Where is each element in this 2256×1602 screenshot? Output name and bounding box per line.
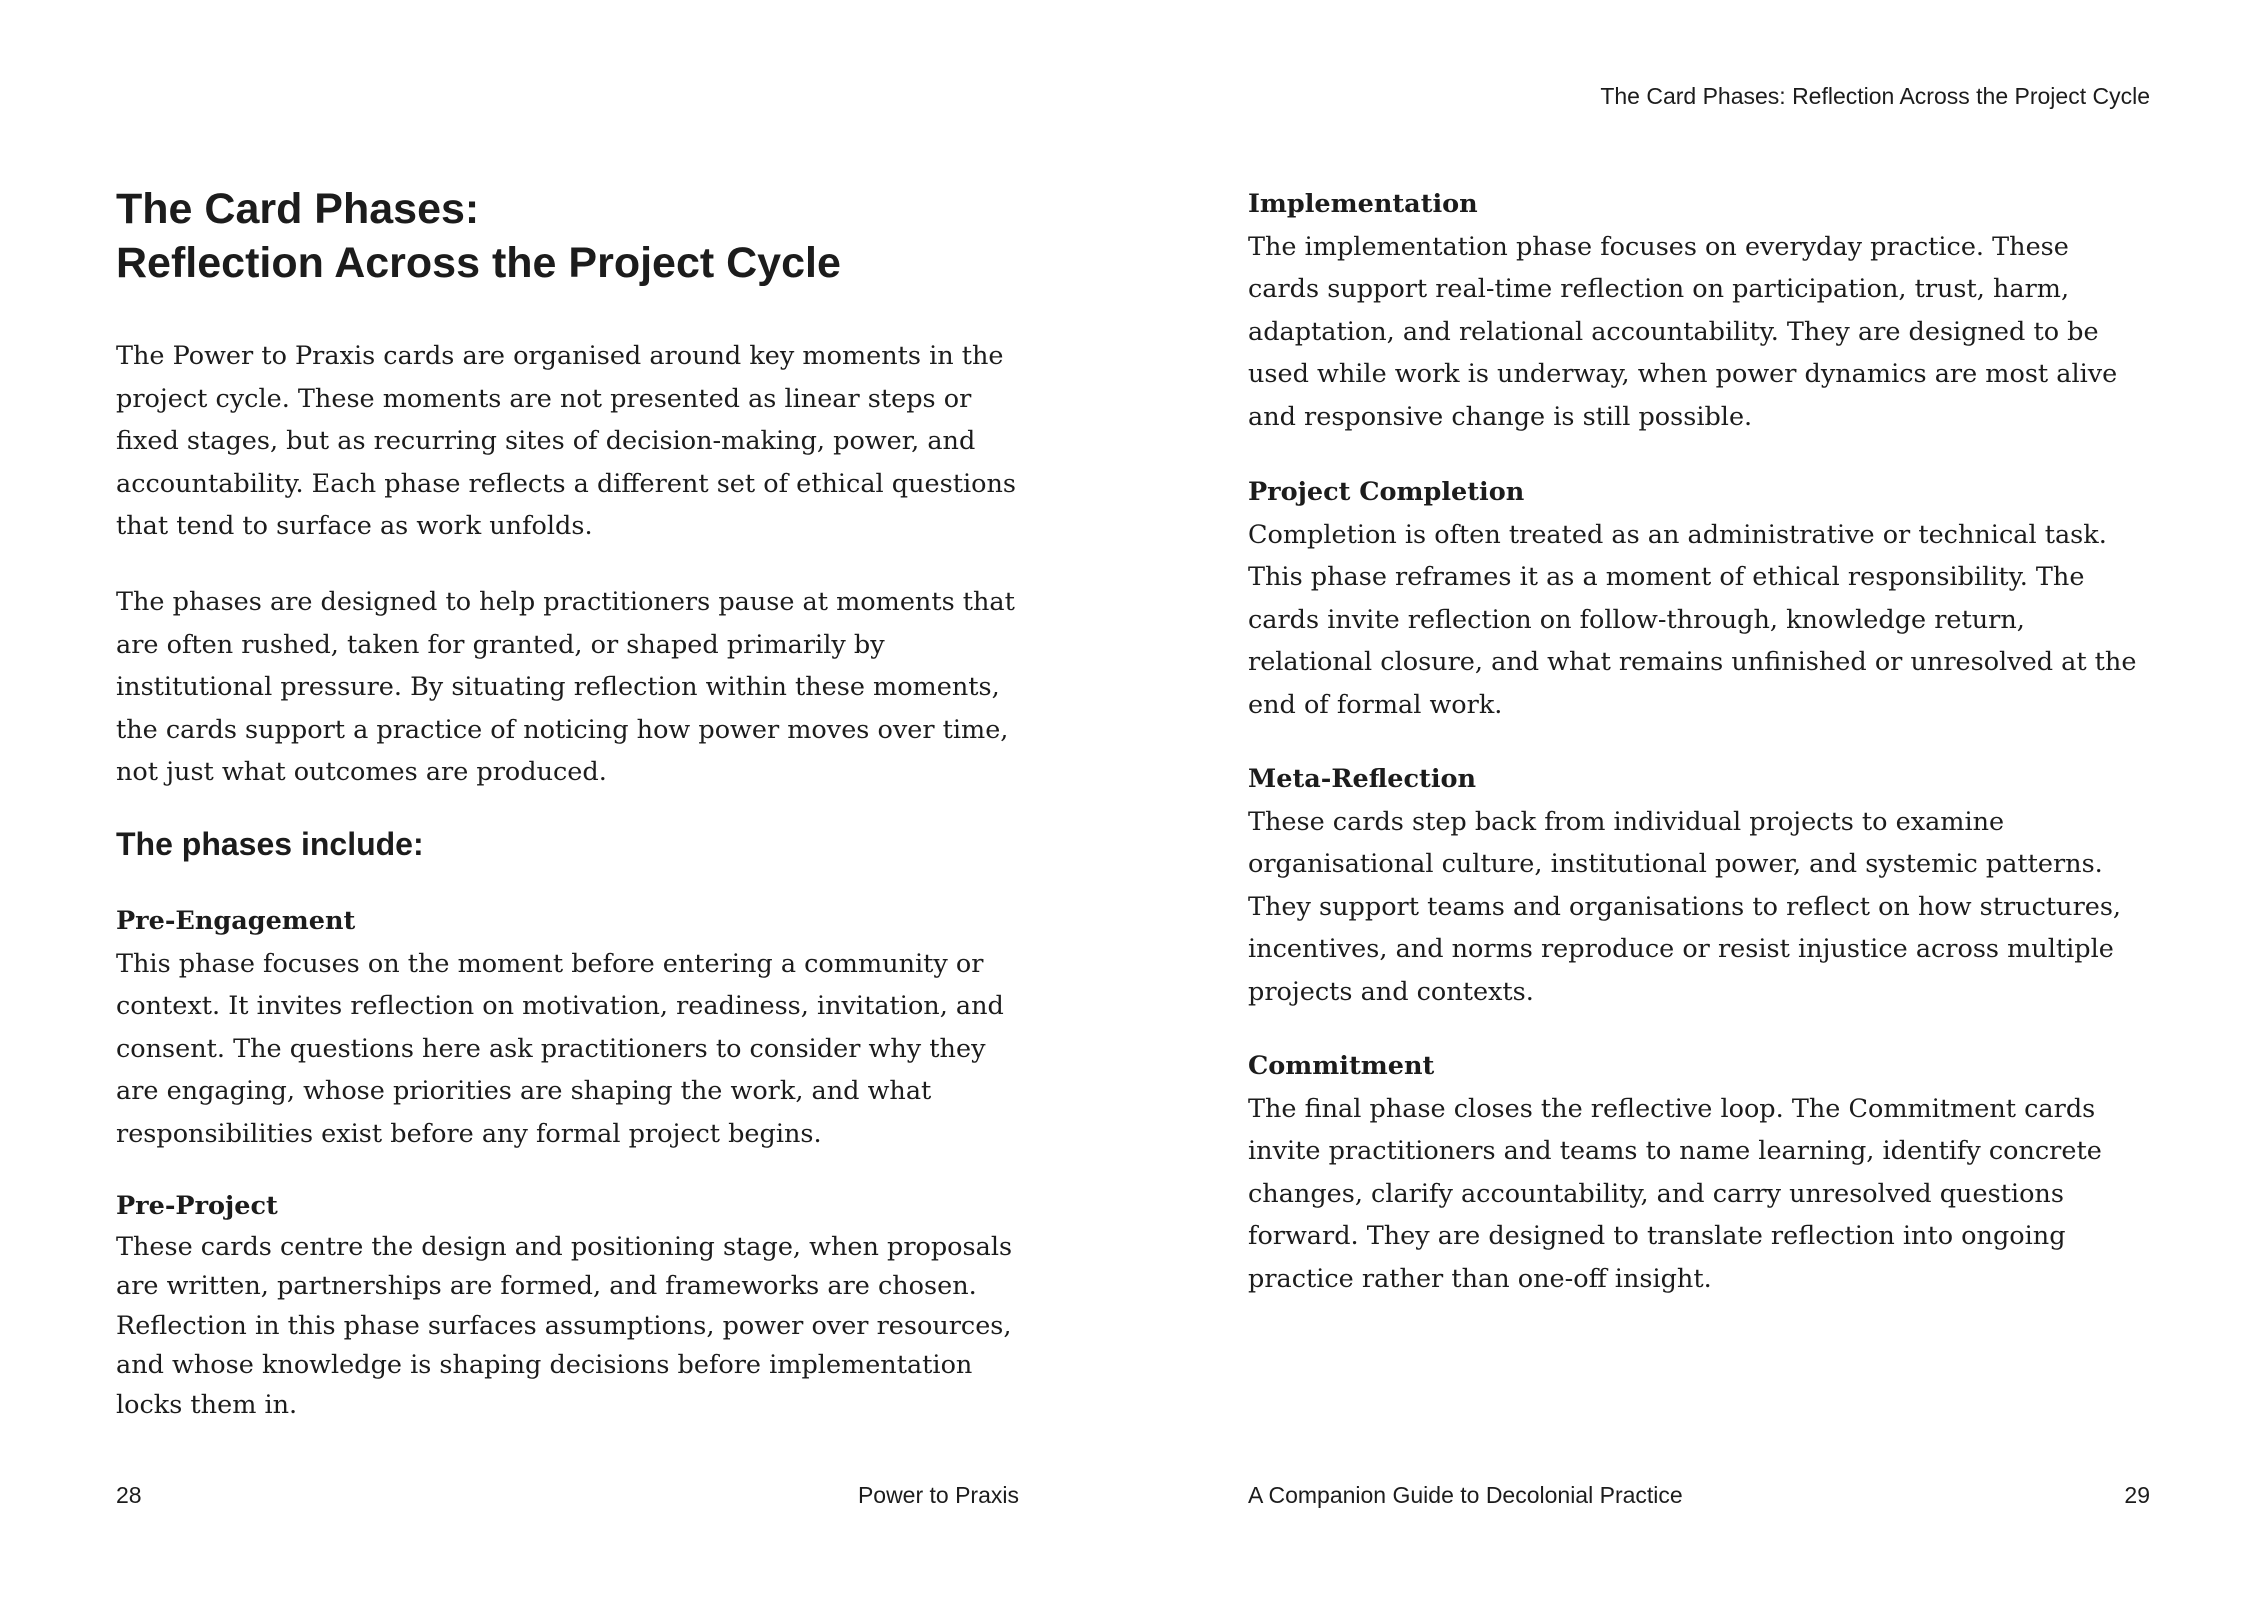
text-line: are often rushed, taken for granted, or shaped primarily by — [116, 629, 885, 660]
text-line: incentives, and norms reproduce or resist injustice across multiple — [1248, 934, 2114, 965]
text-line: They support teams and organisations to reflect on how structures, — [1248, 891, 2122, 922]
text-line: locks them in. — [116, 1389, 298, 1420]
text-line: relational closure, and what remains unfinished or unresolved at the — [1248, 647, 2137, 678]
phase-section — [116, 900, 1004, 1156]
text-line: consent. The questions here ask practitioners to consider why they — [116, 1033, 986, 1064]
title-line: The Card Phases: — [116, 185, 480, 233]
phase-section — [1248, 1045, 2102, 1301]
text-line: projects and contexts. — [1248, 976, 1534, 1007]
phase-section — [1248, 758, 2121, 1014]
text-line: adaptation, and relational accountability. They are designed to be — [1248, 316, 2099, 347]
text-line: This phase reframes it as a moment of ethical responsibility. The — [1248, 562, 2085, 593]
phase-heading: Commitment — [1248, 1051, 1435, 1081]
phase-heading: Pre-Project — [116, 1191, 278, 1221]
text-line: project cycle. These moments are not presented as linear steps or — [116, 383, 972, 414]
text-line: The final phase closes the reflective loop. The Commitment cards — [1248, 1093, 2096, 1124]
text-line: not just what outcomes are produced. — [116, 757, 607, 788]
text-line: fixed stages, but as recurring sites of decision-making, power, and — [116, 426, 976, 457]
text-line: are engaging, whose priorities are shaping the work, and what — [116, 1076, 932, 1107]
text-line: These cards step back from individual projects to examine — [1248, 806, 2005, 837]
text-line: and responsive change is still possible. — [1248, 401, 1753, 432]
text-line: Completion is often treated as an administrative or technical task. — [1248, 519, 2107, 550]
right-footer-title: A Companion Guide to Decolonial Practice — [1248, 1482, 1683, 1508]
text-line: context. It invites reflection on motivation, readiness, invitation, and — [116, 991, 1004, 1022]
text-line: invite practitioners and teams to name learning, identify concrete — [1248, 1136, 2102, 1167]
text-line: forward. They are designed to translate reflection into ongoing — [1248, 1221, 2066, 1252]
text-line: changes, clarify accountability, and carry unresolved questions — [1248, 1178, 2064, 1209]
text-line: that tend to surface as work unfolds. — [116, 511, 593, 542]
text-line: cards invite reflection on follow-through, knowledge return, — [1248, 604, 2025, 635]
phase-heading: Project Completion — [1248, 477, 1525, 507]
left-page-number: 28 — [116, 1482, 142, 1508]
phase-heading: Meta-Reflection — [1248, 764, 1477, 794]
running-header: The Card Phases: Reflection Across the Project Cycle — [1600, 83, 2150, 109]
text-line: practice rather than one-off insight. — [1248, 1263, 1712, 1294]
text-line: are written, partnerships are formed, and frameworks are chosen. — [116, 1271, 977, 1302]
text-line: responsibilities exist before any formal project begins. — [116, 1118, 822, 1149]
phase-heading: Pre-Engagement — [116, 906, 356, 936]
text-line: used while work is underway, when power dynamics are most alive — [1248, 359, 2118, 390]
text-line: The phases are designed to help practitioners pause at moments that — [116, 587, 1015, 617]
text-line: organisational culture, institutional power, and systemic patterns. — [1248, 849, 2103, 880]
intro-paragraph — [116, 335, 1016, 548]
title-line: Reflection Across the Project Cycle — [116, 238, 841, 287]
text-line: end of formal work. — [1248, 689, 1503, 720]
phases-heading: The phases include: — [116, 826, 424, 862]
text-line: The implementation phase focuses on everyday practice. These — [1248, 231, 2069, 262]
phase-section — [116, 1185, 1012, 1425]
right-page-number: 29 — [2124, 1482, 2150, 1508]
phase-section — [1248, 471, 2136, 727]
text-line: These cards centre the design and positioning stage, when proposals — [116, 1231, 1013, 1262]
intro-paragraph — [116, 581, 1015, 794]
phase-section — [1248, 183, 2117, 439]
left-footer-title: Power to Praxis — [857, 1482, 1019, 1508]
page-title — [116, 183, 841, 290]
text-line: the cards support a practice of noticing how power moves over time, — [116, 714, 1009, 745]
text-line: This phase focuses on the moment before entering a community or — [116, 948, 984, 979]
text-line: The Power to Praxis cards are organised around key moments in the — [116, 341, 1004, 371]
text-line: accountability. Each phase reflects a different set of ethical questions — [116, 468, 1016, 499]
text-line: and whose knowledge is shaping decisions before implementation — [116, 1350, 973, 1381]
phase-heading: Implementation — [1248, 189, 1478, 219]
text-line: Reflection in this phase surfaces assumptions, power over resources, — [116, 1310, 1012, 1341]
text-line: cards support real-time reflection on participation, trust, harm, — [1248, 274, 2070, 305]
text-line: institutional pressure. By situating reflection within these moments, — [116, 672, 1000, 703]
